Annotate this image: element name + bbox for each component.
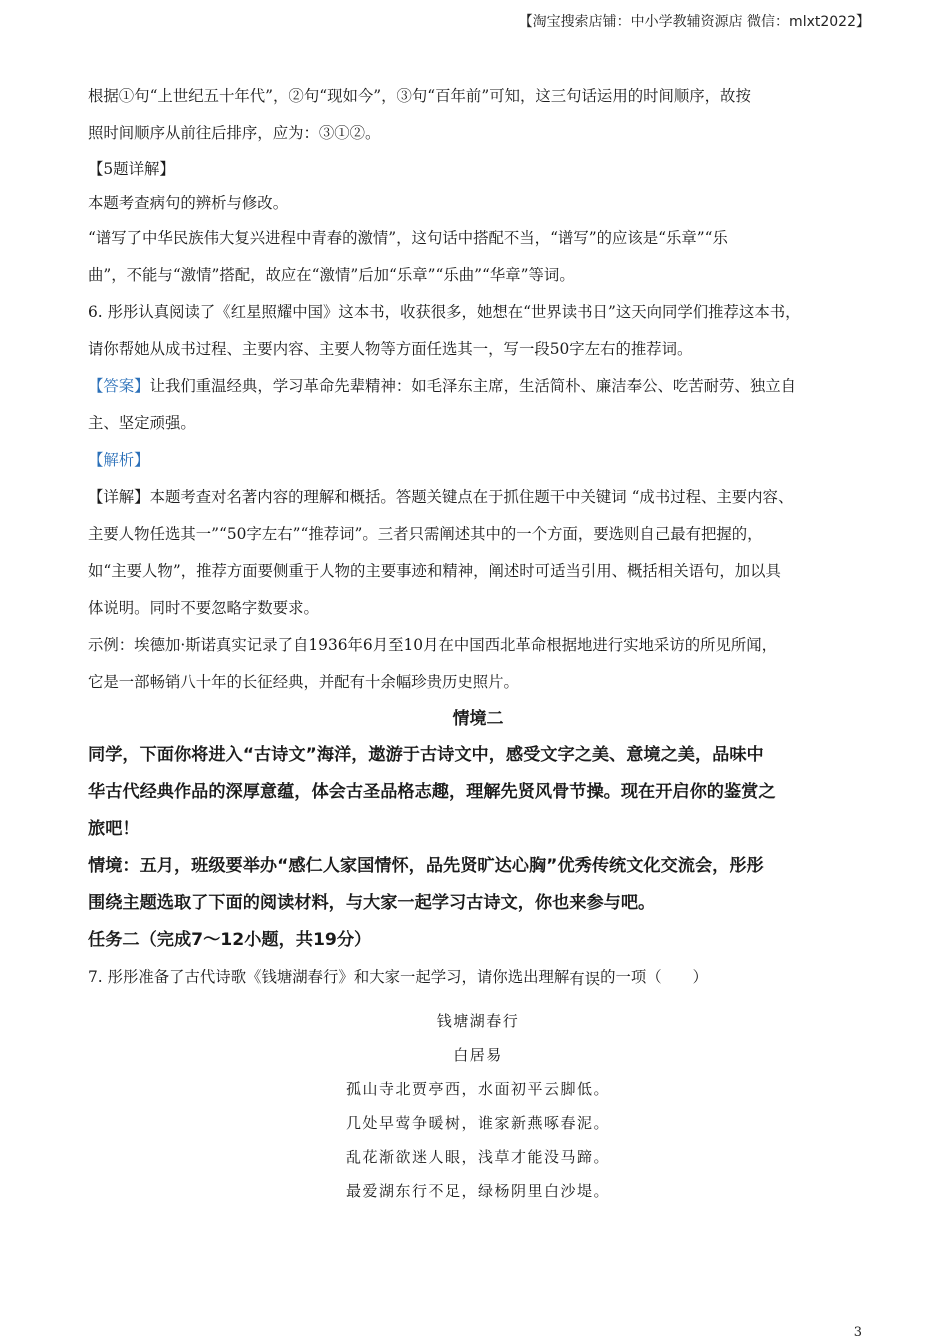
q7-question-start: 7. 彤彤准备了古代诗歌《钱塘湖春行》和大家一起学习，请你选出理解 — [88, 968, 570, 986]
document-body — [88, 78, 868, 1208]
q6-example-line-2: 它是一部畅销八十年的长征经典，并配有十余幅珍贵历史照片。 — [88, 673, 519, 691]
q6-detail-line-3: 如“主要人物”，推荐方面要侧重于人物的主要事迹和精神，阐述时可适当引用、概括相关语句，加以具 — [88, 562, 781, 580]
q6-example-line-1: 示例：埃德加·斯诺真实记录了自1936年6月至10月在中国西北革命根据地进行实地采访的所见所闻， — [88, 636, 778, 654]
page-header: 【淘宝搜索店铺：中小学教辅资源店 微信：mlxt2022】 — [518, 14, 870, 30]
q6-answer-line-1 — [88, 368, 868, 405]
poem-line-2: 几处早莺争暖树，谁家新燕啄春泥。 — [345, 1114, 610, 1132]
q7-question-emphasis: 有误 — [569, 970, 601, 988]
poem-title: 钱塘湖春行 — [436, 1012, 520, 1030]
poem-line-1: 孤山寺北贾亭西，水面初平云脚低。 — [345, 1080, 610, 1098]
poem-line-3: 乱花渐欲迷人眼，浅草才能没马蹄。 — [345, 1148, 610, 1166]
answer-text: 让我们重温经典，学习革命先辈精神：如毛泽东主席，生活简朴、廉洁奉公、吃苦耐劳、独立自 — [149, 377, 796, 395]
scenario-context-line-1: 情境：五月，班级要举办“感仁人家国情怀，品先贤旷达心胸”优秀传统文化交流会，彤彤 — [88, 856, 764, 876]
answer-label: 【答案】 — [88, 377, 150, 395]
q5-detail-line-1: “谱写了中华民族伟大复兴进程中青春的激情”，这句话中搭配不当，“谱写”的应该是“乐章”“乐 — [88, 229, 728, 247]
q6-detail-line-2: 主要人物任选其一”“50字左右”“推荐词”。三者只需阐述其中的一个方面，要选则自己最有把握的， — [88, 525, 763, 543]
poem-author: 白居易 — [453, 1046, 503, 1064]
q7-question-end: 的一项（ ） — [600, 968, 708, 986]
q5-detail-line-2: 曲”，不能与“激情”搭配，故应在“激情”后加“乐章”“乐曲”“华章”等词。 — [88, 266, 575, 284]
q6-analysis-label — [88, 442, 868, 479]
q6-question-line-1: 6. 彤彤认真阅读了《红星照耀中国》这本书，收获很多，她想在“世界读书日”这天向同学们推荐这本书， — [88, 303, 801, 321]
scenario-intro-line-2: 华古代经典作品的深厚意蕴，体会古圣品格志趣，理解先贤风骨节操。现在开启你的鉴赏之 — [88, 782, 776, 802]
section-title: 情境二 — [452, 709, 504, 729]
q5-heading: 【5题详解】 — [88, 160, 175, 178]
poem-line-4: 最爱湖东行不足，绿杨阴里白沙堤。 — [345, 1182, 610, 1200]
q6-detail-line-1: 【详解】本题考查对名著内容的理解和概括。答题关键点在于抓住题干中关键词 “成书过程、主要内容、 — [88, 488, 794, 506]
page-number: 3 — [853, 1325, 862, 1340]
q5-intro: 本题考查病句的辨析与修改。 — [88, 194, 289, 212]
q4-analysis-line-1: 根据①句“上世纪五十年代”，②句“现如今”，③句“百年前”可知，这三句话运用的时间顺序，故按 — [88, 87, 751, 105]
task-heading: 任务二（完成7～12小题，共19分） — [88, 930, 372, 950]
scenario-intro-line-3: 旅吧！ — [88, 819, 140, 839]
q4-analysis-line-2: 照时间顺序从前往后排序，应为：③①②。 — [88, 124, 381, 142]
q6-answer-line-2: 主、坚定顽强。 — [88, 414, 196, 432]
scenario-context-line-2: 围绕主题选取了下面的阅读材料，与大家一起学习古诗文，你也来参与吧。 — [88, 893, 656, 913]
scenario-intro-line-1: 同学，下面你将进入“古诗文”海洋，遨游于古诗文中，感受文字之美、意境之美，品味中 — [88, 745, 764, 765]
analysis-label: 【解析】 — [88, 451, 150, 469]
q7-question — [88, 959, 868, 996]
q6-question-line-2: 请你帮她从成书过程、主要内容、主要人物等方面任选其一，写一段50字左右的推荐词。 — [88, 340, 693, 358]
q6-detail-line-4: 体说明。同时不要忽略字数要求。 — [88, 599, 319, 617]
